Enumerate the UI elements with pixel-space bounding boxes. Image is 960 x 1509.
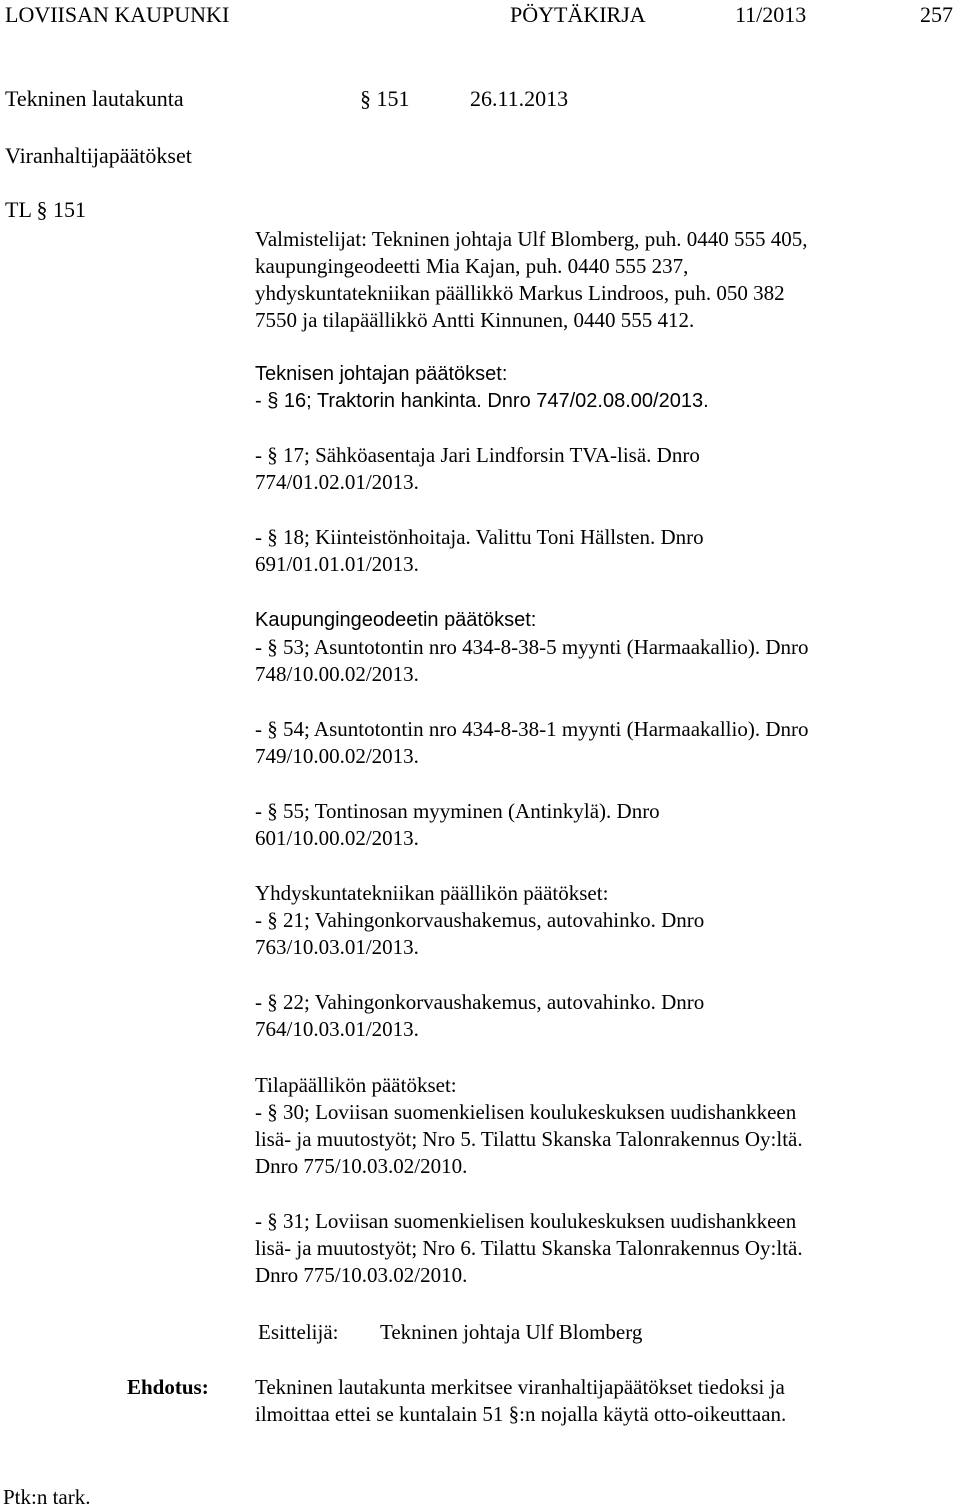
preparers-line: Valmistelijat: Tekninen johtaja Ulf Blomberg, puh. 0440 555 405,: [255, 227, 808, 251]
decision-line: - § 55; Tontinosan myyminen (Antinkylä). Dnro: [255, 799, 660, 823]
proposal-text: Tekninen lautakunta merkitsee viranhaltijapäätökset tiedoksi ja: [255, 1375, 785, 1399]
decision-line: - § 22; Vahingonkorvaushakemus, autovahinko. Dnro: [255, 990, 705, 1014]
presenter-label: Esittelijä:: [258, 1320, 339, 1344]
decision-line: 601/10.00.02/2013.: [255, 826, 419, 850]
decision-line: - § 17; Sähköasentaja Jari Lindforsin TVA-lisä. Dnro: [255, 443, 700, 467]
group-heading-geodesist: Kaupungingeodeetin päätökset:: [255, 609, 537, 631]
item-reference: TL § 151: [5, 197, 87, 222]
decision-line: - § 54; Asuntotontin nro 434-8-38-1 myynti (Harmaakallio). Dnro: [255, 717, 809, 741]
decision-line: lisä- ja muutostyöt; Nro 5. Tilattu Skanska Talonrakennus Oy:ltä.: [255, 1127, 803, 1151]
decision-line: - § 53; Asuntotontin nro 434-8-38-5 myynti (Harmaakallio). Dnro: [255, 635, 809, 659]
preparers-line: kaupungingeodeetti Mia Kajan, puh. 0440 555 237,: [255, 254, 689, 278]
preparers-line: yhdyskuntatekniikan päällikkö Markus Lindroos, puh. 050 382: [255, 281, 785, 305]
meeting-date: 26.11.2013: [470, 86, 569, 111]
committee-name: Tekninen lautakunta: [5, 86, 184, 111]
decision-line: lisä- ja muutostyöt; Nro 6. Tilattu Skanska Talonrakennus Oy:ltä.: [255, 1236, 803, 1260]
page-number: 257: [920, 2, 953, 27]
doc-number: 11/2013: [735, 2, 807, 27]
group-heading-municipal-engineering: Yhdyskuntatekniikan päällikön päätökset:: [255, 881, 609, 905]
section-heading: Viranhaltijapäätökset: [5, 143, 192, 168]
decision-line: - § 18; Kiinteistönhoitaja. Valittu Toni Hällsten. Dnro: [255, 525, 704, 549]
decision-line: 763/10.03.01/2013.: [255, 935, 419, 959]
section-reference: § 151: [360, 86, 410, 111]
decision-line: 764/10.03.01/2013.: [255, 1017, 419, 1041]
group-heading-facilities: Tilapäällikön päätökset:: [255, 1073, 457, 1097]
org-name: LOVIISAN KAUPUNKI: [5, 2, 230, 27]
proposal-text: ilmoittaa ettei se kuntalain 51 §:n nojalla käytä otto-oikeuttaan.: [255, 1402, 787, 1426]
decision-line: - § 30; Loviisan suomenkielisen koulukeskuksen uudishankkeen: [255, 1100, 797, 1124]
doc-type: PÖYTÄKIRJA: [510, 2, 646, 27]
decision-line: - § 16; Traktorin hankinta. Dnro 747/02.08.00/2013.: [255, 390, 709, 412]
proposal-label: Ehdotus:: [127, 1375, 209, 1399]
minutes-check-label: Ptk:n tark.: [3, 1485, 91, 1509]
decision-line: - § 31; Loviisan suomenkielisen koulukeskuksen uudishankkeen: [255, 1209, 797, 1233]
decision-line: Dnro 775/10.03.02/2010.: [255, 1154, 468, 1178]
presenter-name: Tekninen johtaja Ulf Blomberg: [380, 1320, 643, 1344]
decision-line: - § 21; Vahingonkorvaushakemus, autovahinko. Dnro: [255, 908, 705, 932]
preparers-line: 7550 ja tilapäällikkö Antti Kinnunen, 0440 555 412.: [255, 308, 695, 332]
decision-line: 748/10.00.02/2013.: [255, 662, 419, 686]
decision-line: Dnro 775/10.03.02/2010.: [255, 1263, 468, 1287]
decision-line: 749/10.00.02/2013.: [255, 744, 419, 768]
group-heading-technical-director: Teknisen johtajan päätökset:: [255, 363, 508, 385]
decision-line: 691/01.01.01/2013.: [255, 552, 419, 576]
decision-line: 774/01.02.01/2013.: [255, 470, 419, 494]
